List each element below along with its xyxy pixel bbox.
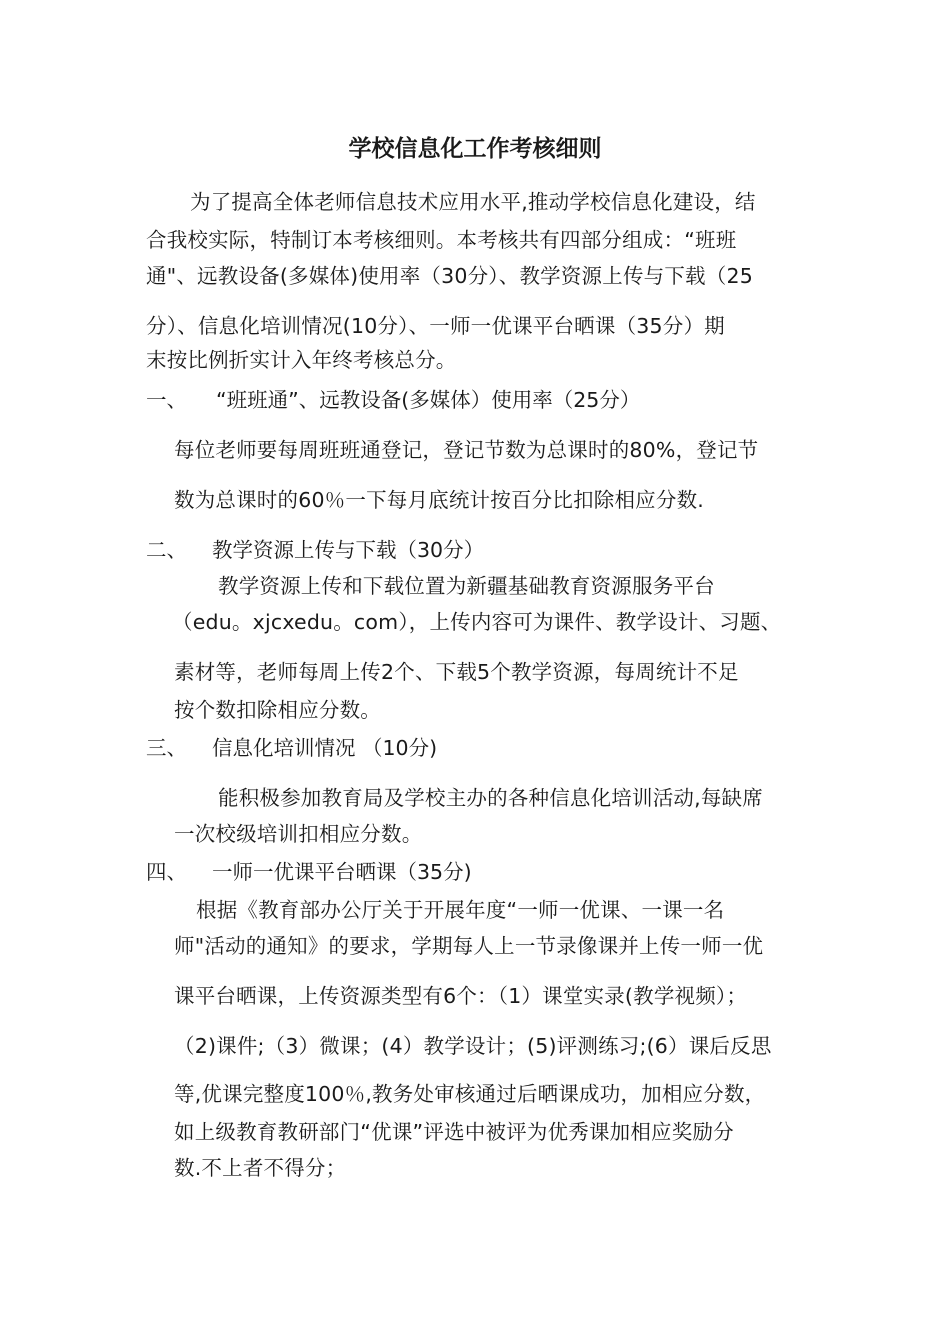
section-body-line: 根据《教育部办公厅关于开展年度“一师一优课、一课一名 [196,898,725,922]
section-heading [146,734,846,762]
section-body-line: 每位老师要每周班班通登记，登记节数为总课时的80%，登记节 [174,438,759,462]
section-body-line: 数.不上者不得分； [174,1156,347,1180]
intro-line: 通"、远教设备(多媒体)使用率（30分）、教学资源上传与下载（25 [146,264,753,288]
section-body-line: 如上级教育教研部门“优课”评选中被评为优秀课加相应奖励分 [174,1120,734,1144]
section-title: 一师一优课平台晒课（35分) [212,860,472,884]
section-body-line: 教学资源上传和下载位置为新疆基础教育资源服务平台 [218,574,715,598]
section-heading [146,536,846,564]
section-body-line: （2)课件;（3）微课；(4）教学设计；(5)评测练习;(6）课后反思 [174,1034,772,1058]
section-number: 三、 [146,736,187,760]
section-title: 信息化培训情况 （10分) [212,736,438,760]
section-number: 二、 [146,538,187,562]
section-body-line: 一次校级培训扣相应分数。 [174,822,423,846]
section-body-line: 课平台晒课，上传资源类型有6个：（1）课堂实录(教学视频）； [174,984,748,1008]
section-body-line: 素材等，老师每周上传2个、下载5个教学资源，每周统计不足 [174,660,739,684]
section-title: 教学资源上传与下载（30分） [212,538,485,562]
section-number: 一、 [146,388,187,412]
document-title: 学校信息化工作考核细则 [348,136,602,162]
section-body-line: 数为总课时的60％一下每月底统计按百分比扣除相应分数. [174,488,705,512]
intro-line: 合我校实际，特制订本考核细则。本考核共有四部分组成：“班班 [146,228,737,252]
section-body-line: （edu。xjcxedu。com），上传内容可为课件、教学设计、习题、 [172,610,782,634]
intro-line: 分）、信息化培训情况(10分）、一师一优课平台晒课（35分）期 [146,314,725,338]
intro-line: 末按比例折实计入年终考核总分。 [146,348,457,372]
section-body-line: 等,优课完整度100％,教务处审核通过后晒课成功，加相应分数， [174,1082,766,1106]
section-heading [146,386,846,414]
section-body-line: 按个数扣除相应分数。 [174,698,381,722]
section-body-line: 能积极参加教育局及学校主办的各种信息化培训活动,每缺席 [218,786,763,810]
section-title: “班班通”、远教设备(多媒体）使用率（25分） [216,388,641,412]
intro-line: 为了提高全体老师信息技术应用水平,推动学校信息化建设，结 [190,190,756,214]
section-body-line: 师"活动的通知》的要求，学期每人上一节录像课并上传一师一优 [174,934,764,958]
section-heading [146,858,846,886]
section-number: 四、 [146,860,187,884]
